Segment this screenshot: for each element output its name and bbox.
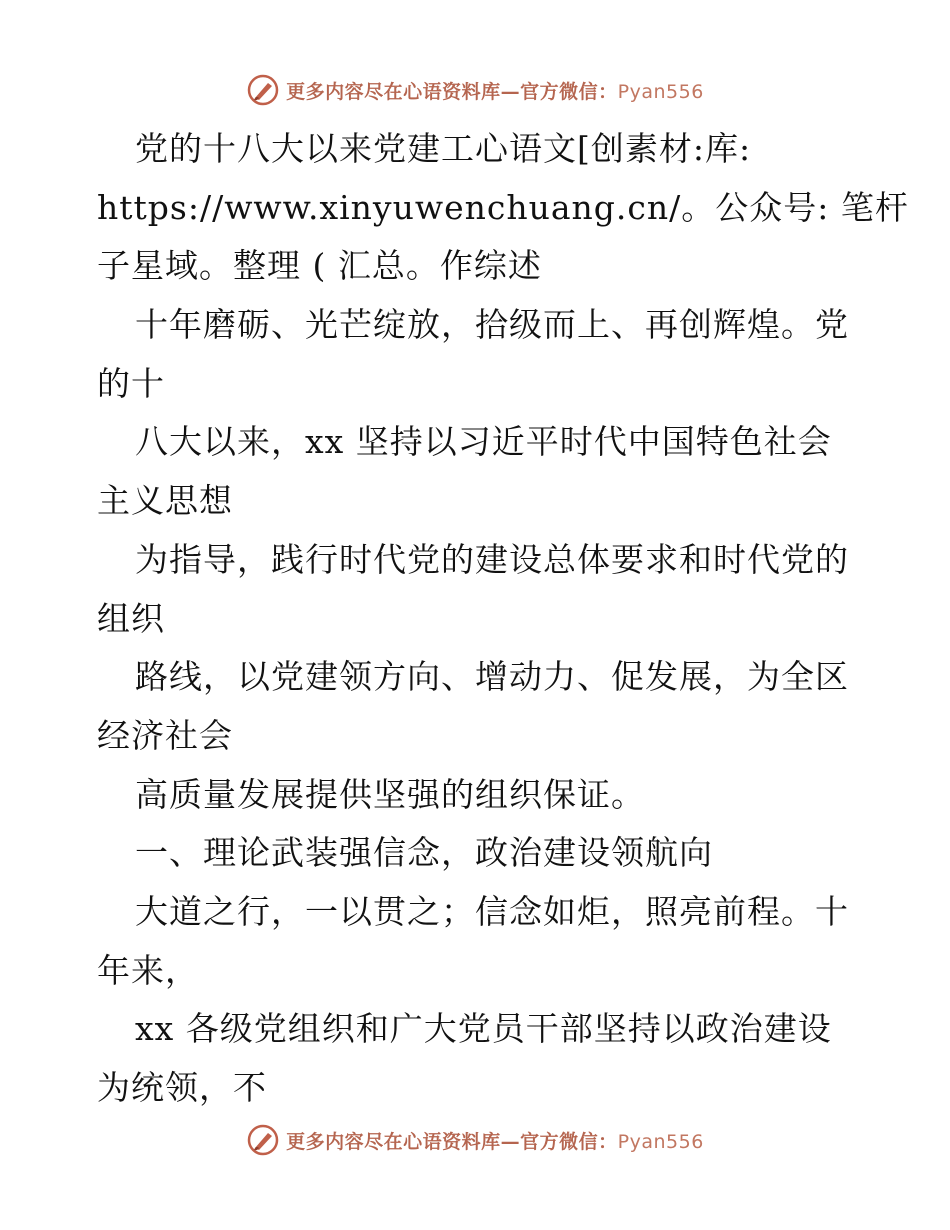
watermark-account: Pyan556 xyxy=(617,1130,704,1153)
text-line: 经济社会 xyxy=(97,715,233,755)
text-line: 年来， xyxy=(97,950,199,990)
watermark-account: Pyan556 xyxy=(617,80,704,103)
text-line: 主义思想 xyxy=(97,481,233,521)
text-line: 组织 xyxy=(97,598,165,638)
text-line: https://www.xinyuwenchuang.cn/。公众号: 笔杆 xyxy=(97,187,909,227)
section-heading: 一、理论武装强信念，政治建设领航向 xyxy=(135,833,713,873)
watermark-text: 更多内容尽在心语资料库—官方微信：Pyan556 xyxy=(286,1130,704,1153)
text-line: 党的十八大以来党建工心语文[创素材:库: xyxy=(135,129,752,168)
text-line: 为指导，践行时代党的建设总体要求和时代党的 xyxy=(135,539,849,579)
watermark-text: 更多内容尽在心语资料库—官方微信：Pyan556 xyxy=(286,80,704,103)
text-line: 大道之行，一以贯之；信念如炬，照亮前程。十 xyxy=(135,891,849,931)
text-line: 为统领，不 xyxy=(97,1068,267,1107)
document-body xyxy=(97,120,909,1118)
text-line: 路线，以党建领方向、增动力、促发展，为全区 xyxy=(135,657,849,697)
brush-logo-icon xyxy=(246,1123,280,1157)
text-line: 子星域。整理 ( 汇总。作综述 xyxy=(97,246,542,286)
text-line: xx 各级党组织和广大党员干部坚持以政治建设 xyxy=(135,1009,832,1049)
text-line: 高质量发展提供坚强的组织保证。 xyxy=(135,774,645,814)
watermark-footer xyxy=(0,1120,950,1160)
watermark-header xyxy=(0,70,950,110)
text-line: 的十 xyxy=(97,363,165,403)
text-line: 十年磨砺、光芒绽放，拾级而上、再创辉煌。党 xyxy=(135,305,849,345)
text-line: 八大以来，xx 坚持以习近平时代中国特色社会 xyxy=(135,422,832,462)
brush-logo-icon xyxy=(246,73,280,107)
